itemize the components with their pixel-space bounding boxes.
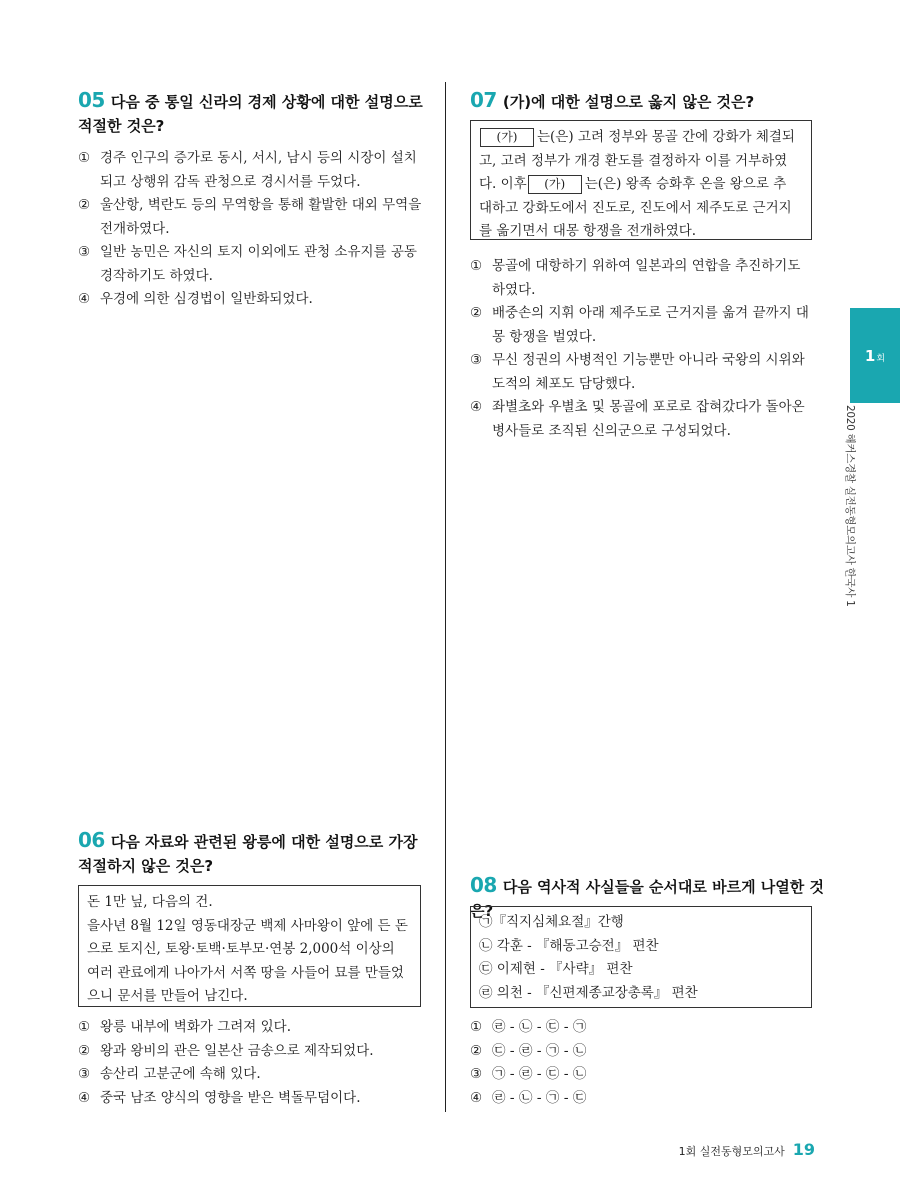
source-box (78, 885, 421, 1007)
question-06-heading (78, 828, 423, 878)
option-text: ㉢ - ㉣ - ㉠ - ㉡ (492, 1042, 587, 1059)
item-line: ㉢ 이제현 - 『사략』 편찬 (479, 961, 633, 977)
option-text: ㉣ - ㉡ - ㉢ - ㉠ (492, 1019, 587, 1035)
items-box (470, 906, 812, 1008)
item-line: ㉠『직지심체요절』간행 (479, 914, 624, 930)
option-3[interactable]: ③ 송산리 고분군에 속해 있다. (78, 1063, 423, 1087)
source-line: 으니 문서를 만들어 남긴다. (87, 988, 248, 1004)
question-06-options (78, 1016, 423, 1110)
question-05-heading (78, 88, 423, 138)
source-line: 여러 관료에게 나아가서 서쪽 땅을 사들어 묘를 만들었 (87, 964, 404, 981)
option-4[interactable]: ④ 중국 남조 양식의 영향을 받은 벽돌무덤이다. (78, 1087, 423, 1111)
option-text: 좌별초와 우별초 및 몽골에 포로로 잡혀갔다가 돌아온 병사들로 조직된 신의군으로 구성되었다. (492, 399, 805, 439)
option-text: 송산리 고분군에 속해 있다. (100, 1066, 261, 1082)
option-text: 중국 남조 양식의 영향을 받은 벽돌무덤이다. (100, 1089, 361, 1106)
option-2[interactable]: ② ㉢ - ㉣ - ㉠ - ㉡ (470, 1040, 815, 1064)
page-number: 19 (792, 1140, 815, 1159)
option-3[interactable]: ③ ㉠ - ㉣ - ㉢ - ㉡ (470, 1063, 815, 1087)
question-number: 05 (78, 88, 105, 112)
blank-box: (가) (480, 128, 534, 147)
option-3[interactable]: ③ 일반 농민은 자신의 토지 이외에도 관청 소유지를 공동 경작하기도 하였다. (78, 241, 423, 288)
option-4[interactable]: ④ ㉣ - ㉡ - ㉠ - ㉢ (470, 1087, 815, 1111)
round-suffix: 회 (876, 354, 886, 364)
option-2[interactable]: ② 배중손의 지휘 아래 제주도로 근거지를 옮겨 끝까지 대몽 항쟁을 벌였다. (470, 302, 815, 349)
option-1[interactable]: ① 몽골에 대항하기 위하여 일본과의 연합을 추진하기도 하였다. (470, 255, 815, 302)
option-text: ㉠ - ㉣ - ㉢ - ㉡ (492, 1066, 587, 1082)
source-box: (가) 는(은) 고려 정부와 몽골 간에 강화가 체결되 고, 고려 정부가 개경 환도를 결정하자 이를 거부하였 다. 이후 (가) 는(은) 왕족 승화후 온을 왕으로 추 대하고 강화도에서 진도로, 진도에서 제주도로 근거지 를 옮기면서 대몽 항쟁을 전개하였다. (470, 120, 812, 240)
option-text: 왕릉 내부에 벽화가 그려져 있다. (100, 1019, 291, 1035)
option-1[interactable]: ① ㉣ - ㉡ - ㉢ - ㉠ (470, 1016, 815, 1040)
option-text: 배중손의 지휘 아래 제주도로 근거지를 옮겨 끝까지 대몽 항쟁을 벌였다. (492, 305, 809, 345)
question-text: 다음 자료와 관련된 왕릉에 대한 설명으로 가장 적절하지 않은 것은? (78, 833, 418, 875)
footer-label: 1회 실전동형모의고사 (678, 1145, 785, 1158)
source-line: 으로 토지신, 토왕·토백·토부모·연봉 2,000석 이상의 (87, 941, 395, 957)
option-text: ㉣ - ㉡ - ㉠ - ㉢ (492, 1089, 587, 1106)
item-line: ㉡ 각훈 - 『해동고승전』 편찬 (479, 937, 659, 954)
source-line: 을사년 8월 12일 영동대장군 백제 사마왕이 앞에 든 돈 (87, 917, 408, 934)
page-footer (679, 1140, 815, 1159)
question-text: 다음 역사적 사실들을 순서대로 바르게 나열한 것은? (470, 878, 824, 920)
option-text: 왕과 왕비의 관은 일본산 금송으로 제작되었다. (100, 1042, 374, 1059)
option-text: 경주 인구의 증가로 동시, 서시, 남시 등의 시장이 설치되고 상행위 감독 관청으로 경시서를 두었다. (100, 150, 417, 190)
question-08-options (470, 1016, 815, 1110)
option-text: 일반 농민은 자신의 토지 이외에도 관청 소유지를 공동 경작하기도 하였다. (100, 244, 417, 284)
round-number: 1 (864, 346, 876, 365)
option-text: 몽골에 대항하기 위하여 일본과의 연합을 추진하기도 하였다. (492, 258, 801, 298)
question-text: (가)에 대한 설명으로 옳지 않은 것은? (502, 93, 755, 111)
option-2[interactable]: ② 왕과 왕비의 관은 일본산 금송으로 제작되었다. (78, 1040, 423, 1064)
option-text: 우경에 의한 심경법이 일반화되었다. (100, 291, 313, 307)
option-1[interactable]: ① 왕릉 내부에 벽화가 그려져 있다. (78, 1016, 423, 1040)
question-07-heading (470, 88, 815, 114)
source-line: 돈 1만 닢, 다음의 건. (87, 894, 213, 910)
question-05-options (78, 147, 423, 312)
question-07-options (470, 255, 815, 443)
question-text: 다음 중 통일 신라의 경제 상황에 대한 설명으로 적절한 것은? (78, 93, 423, 135)
blank-box: (가) (528, 175, 582, 194)
question-number: 08 (470, 873, 497, 897)
round-tab (850, 308, 900, 403)
option-3[interactable]: ③ 무신 정권의 사병적인 기능뿐만 아니라 국왕의 시위와 도적의 체포도 담당했다. (470, 349, 815, 396)
option-4[interactable]: ④ 우경에 의한 심경법이 일반화되었다. (78, 288, 423, 312)
option-text: 울산항, 벽란도 등의 무역항을 통해 활발한 대외 무역을 전개하였다. (100, 197, 422, 237)
question-number: 07 (470, 88, 497, 112)
option-1[interactable]: ① 경주 인구의 증가로 동시, 서시, 남시 등의 시장이 설치되고 상행위 감독 관청으로 경시서를 두었다. (78, 147, 423, 194)
item-line: ㉣ 의천 - 『신편제종교장총록』 편찬 (479, 984, 698, 1001)
question-number: 06 (78, 828, 105, 852)
option-text: 무신 정권의 사병적인 기능뿐만 아니라 국왕의 시위와 도적의 체포도 담당했다. (492, 352, 805, 392)
column-divider (445, 82, 446, 1112)
option-4[interactable]: ④ 좌별초와 우별초 및 몽골에 포로로 잡혀갔다가 돌아온 병사들로 조직된 신의군으로 구성되었다. (470, 396, 815, 443)
option-2[interactable]: ② 울산항, 벽란도 등의 무역항을 통해 활발한 대외 무역을 전개하였다. (78, 194, 423, 241)
